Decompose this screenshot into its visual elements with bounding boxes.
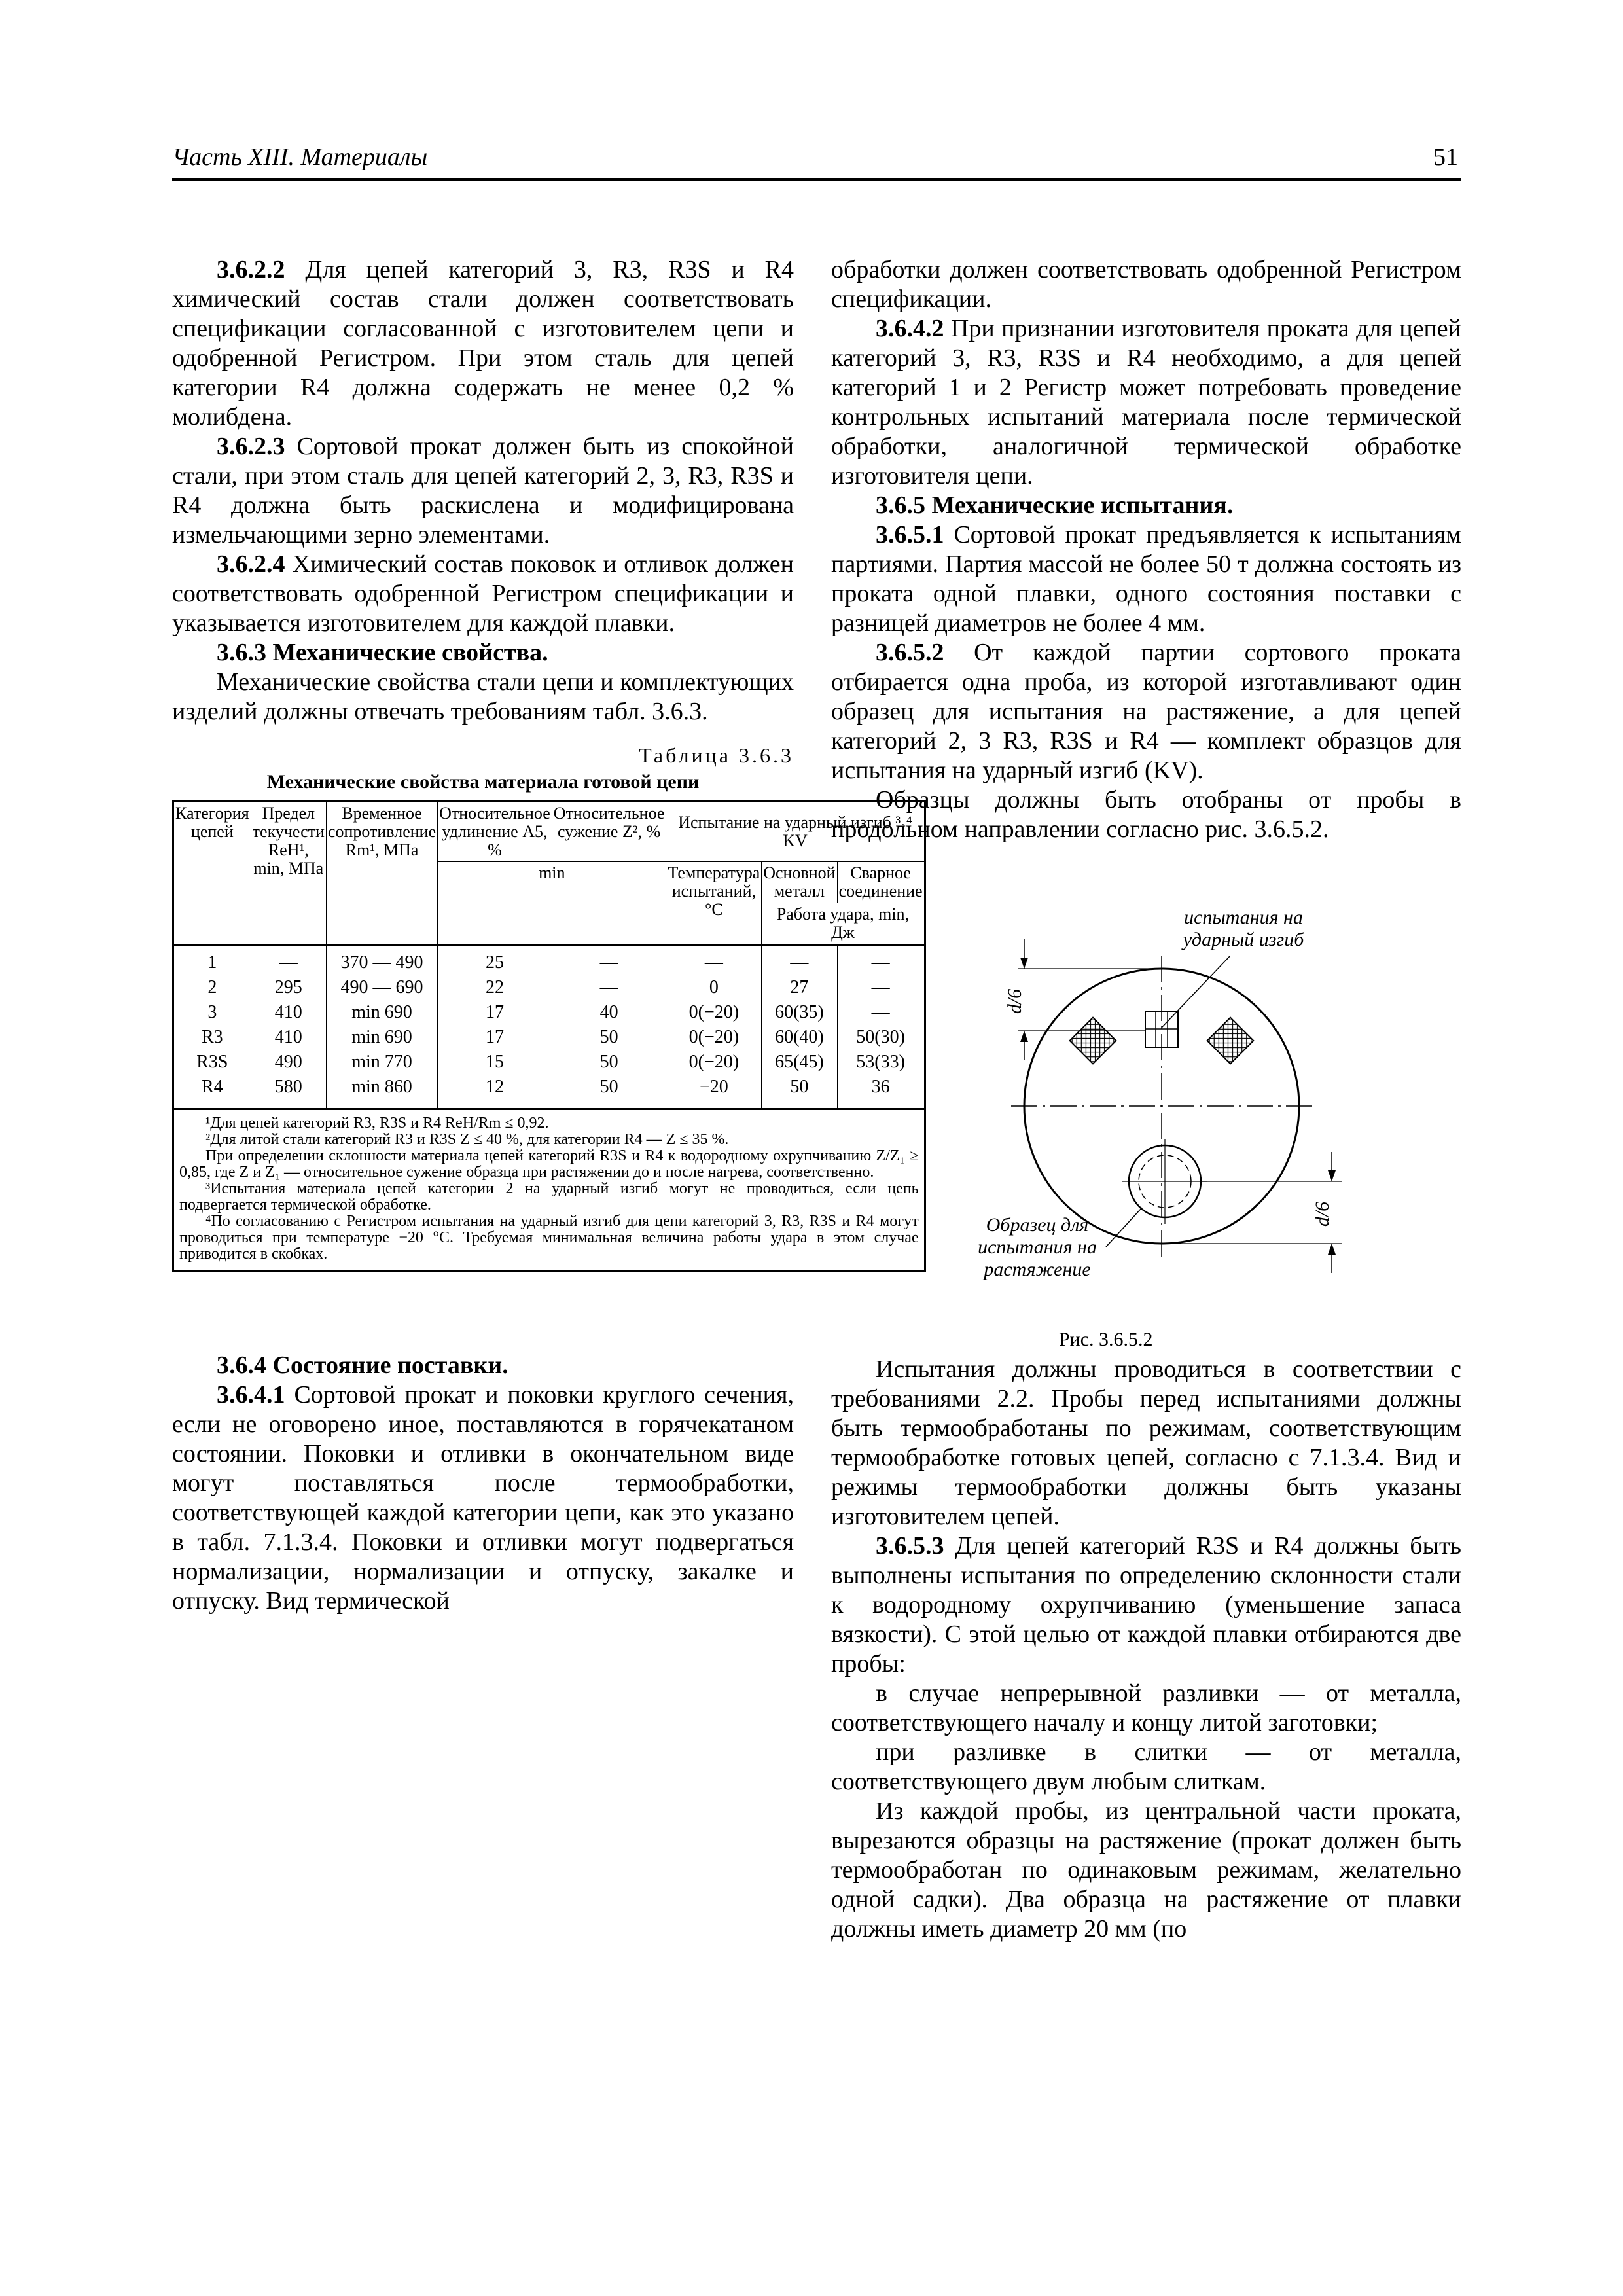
cell-temp: 0(−20) [666, 1000, 762, 1025]
impact-specimen-right [1207, 1018, 1254, 1064]
cell-temp: — [666, 945, 762, 976]
cell-temp: −20 [666, 1075, 762, 1109]
cell-reduction: 50 [552, 1050, 666, 1075]
table-caption: Таблица 3.6.3 [639, 744, 794, 767]
impact-specimen-left [1070, 1018, 1116, 1064]
paragraph-3-6-2-2: 3.6.2.2 Для цепей категорий 3, R3, R3S и R4 химический состав стали должен соответствовать спецификации согласованной с изготовителем цепи и одобренной Регистром. При этом сталь для цепей категории R4 должна содержать не менее 0,2 % молибдена. [172, 256, 794, 431]
cell-elongation: 17 [438, 1000, 552, 1025]
paragraph-3-6-5-1: 3.6.5.1 Сортовой прокат предъявляется к испытаниям партиями. Партия массой не более 50 т должна состоять из проката одной плавки, одного состояния поставки с разницей диаметров не более 4 мм. [831, 521, 1461, 637]
header-rule [172, 178, 1461, 181]
header-base: Основной металл [762, 862, 837, 903]
cell-yield: 410 [251, 1025, 326, 1050]
page-header-title: Часть XIII. Материалы [172, 143, 428, 171]
table-row [173, 1075, 925, 1109]
cell-base: — [762, 945, 837, 976]
table-note: ¹Для цепей категорий R3, R3S и R4 ReH/Rm ≤ 0,92. [205, 1115, 549, 1132]
cell-reduction: 40 [552, 1000, 666, 1025]
header-category: Категория цепей [173, 802, 251, 945]
cell-elongation: 25 [438, 945, 552, 976]
table-row [173, 1000, 925, 1025]
cell-weld: 36 [837, 1075, 925, 1109]
table-row [173, 1025, 925, 1050]
cell-reduction: — [552, 945, 666, 976]
cell-base: 50 [762, 1075, 837, 1109]
cell-tensile: min 770 [326, 1050, 437, 1075]
cell-tensile: 370 — 490 [326, 945, 437, 976]
paragraph-3-6-2-4: 3.6.2.4 Химический состав поковок и отливок должен соответствовать одобренной Регистром спецификации и указывается изготовителем для каждой плавки. [172, 550, 794, 637]
cell-base: 27 [762, 975, 837, 1000]
paragraph-mech-props: Механические свойства стали цепи и комплектующих изделий должны отвечать требованиям табл. 3.6.3. [172, 668, 794, 725]
cell-elongation: 12 [438, 1075, 552, 1109]
cell-weld: — [837, 975, 925, 1000]
cell-elongation: 15 [438, 1050, 552, 1075]
cell-base: 60(35) [762, 1000, 837, 1025]
cell-temp: 0(−20) [666, 1050, 762, 1075]
cell-temp: 0(−20) [666, 1025, 762, 1050]
left-column [172, 255, 923, 1616]
header-elongation: Относительное удлинение A5, % [438, 802, 552, 862]
cell-yield: — [251, 945, 326, 976]
cell-weld: 50(30) [837, 1025, 925, 1050]
header-impact: Испытание на ударный изгиб ³˒⁴ KV [666, 802, 925, 862]
table-title: Механические свойства материала готовой цепи [266, 771, 700, 793]
cell-category: R4 [173, 1075, 251, 1109]
header-tensile: Временное сопротивление Rm¹, МПа [326, 802, 437, 945]
cell-tensile: min 690 [326, 1025, 437, 1050]
cell-weld: — [837, 945, 925, 976]
paragraph-3-6-4-1: 3.6.4.1 Сортовой прокат и поковки круглого сечения, если не оговорено иное, поставляются в горячекатаном состоянии. Поковки и отливки в окончательном виде могут поставляться после термообработки, соответствующей каждой категории цепи, как это указано в табл. 7.1.3.4. Поковки и отливки могут подвергаться нормализации, нормализации и отпуску, закалке и отпуску. Вид термической [172, 1381, 794, 1615]
cell-tensile: min 690 [326, 1000, 437, 1025]
cell-weld: 53(33) [837, 1050, 925, 1075]
label-impact-specimen: испытания на ударный изгиб [1183, 906, 1304, 950]
table-note: ²Для литой стали категорий R3 и R3S Z ≤ 40 %, для категории R4 — Z ≤ 35 %. [205, 1131, 729, 1148]
table-note: ³Испытания материала цепей категории 2 на ударный изгиб могут не проводиться, если цепь подвергается термической обработке. [179, 1180, 919, 1213]
header-work: Работа удара, min, Дж [762, 903, 925, 945]
table-row [173, 1050, 925, 1075]
cell-base: 65(45) [762, 1050, 837, 1075]
table-note: При определении склонности материала цепей категорий R3S и R4 к водородному охрупчиванию Z/Z₁ ≥ 0,85, где Z и Z₁ — относительное сужение образца при растяжении до и после нагрева, соответственно. [179, 1147, 919, 1181]
cell-reduction: 50 [552, 1025, 666, 1050]
mechanical-properties-table [172, 800, 926, 1272]
table-notes [173, 1109, 925, 1272]
cell-elongation: 22 [438, 975, 552, 1000]
paragraph-3-6-2-3: 3.6.2.3 Сортовой прокат должен быть из спокойной стали, при этом сталь для цепей категорий 2, 3, R3, R3S и R4 должна быть раскислена и модифицирована измельчающими зерно элементами. [172, 433, 794, 548]
heading-3-6-3: 3.6.3 Механические свойства. [217, 639, 548, 666]
cell-yield: 580 [251, 1075, 326, 1109]
cell-temp: 0 [666, 975, 762, 1000]
cell-category: R3 [173, 1025, 251, 1050]
cell-category: R3S [173, 1050, 251, 1075]
paragraph-3-6-4-2: 3.6.4.2 При признании изготовителя проката для цепей категорий 3, R3, R3S и R4 необходимо, а для цепей категорий 1 и 2 Регистр может потребовать проведение контрольных испытаний материала после термической обработки, аналогичной термической обработке изготовителя цепи. [831, 315, 1461, 490]
cell-yield: 490 [251, 1050, 326, 1075]
figure-caption: Рис. 3.6.5.2 [1059, 1329, 1153, 1350]
table-row [173, 975, 925, 1000]
cell-reduction: 50 [552, 1075, 666, 1109]
paragraph-3-6-5-2: 3.6.5.2 От каждой партии сортового проката отбирается одна проба, из которой изготавливают один образец для испытания на растяжение, а для цепей категорий 2, 3 R3, R3S и R4 — комплект образцов для испытания на ударный изгиб (KV). [831, 639, 1461, 784]
cell-category: 1 [173, 945, 251, 976]
dim-label-right: d/6 [1311, 1201, 1334, 1227]
heading-3-6-5: 3.6.5 Механические испытания. [876, 492, 1234, 519]
label-tensile-specimen: Образец для испытания на растяжение [978, 1214, 1097, 1280]
cell-reduction: — [552, 975, 666, 1000]
cell-tensile: 490 — 690 [326, 975, 437, 1000]
paragraph-3-6-5-3: 3.6.5.3 Для цепей категорий R3S и R4 должны быть выполнены испытания по определению склонности стали к водородному охрупчиванию (уменьшение запаса вязкости). С этой целью от каждой плавки отбираются две пробы: [831, 1532, 1461, 1677]
paragraph-continuation: обработки должен соответствовать одобренной Регистром спецификации. [831, 256, 1461, 313]
table-note: ⁴По согласованию с Регистром испытания на ударный изгиб для цепи категорий 3, R3, R3S и R4 могут проводиться при температуре −20 °C. Требуемая минимальная величина работы удара в этом случае приводится в скобках. [179, 1213, 919, 1263]
paragraph-testing: Испытания должны проводиться в соответствии с требованиями 2.2. Пробы перед испытаниями должны быть термообработаны по режимам, соответствующим термообработке готовых цепей, согласно с 7.1.3.4. Вид и режимы термообработки должны быть указаны изготовителем цепей. [831, 1355, 1461, 1530]
table-notes-row [173, 1109, 925, 1272]
paragraph-specimens: Из каждой пробы, из центральной части проката, вырезаются образцы на растяжение (прокат должен быть термообработан по одинаковым режимам, желательно одной садки). Два образца на растяжение от плавки должны иметь диаметр 20 мм (по [831, 1797, 1461, 1943]
heading-3-6-4: 3.6.4 Состояние поставки. [217, 1352, 508, 1379]
header-temp: Температура испытаний, °C [666, 862, 762, 945]
paragraph-samples: Образцы должны быть отобраны от пробы в продольном направлении согласно рис. 3.6.5.2. [831, 786, 1461, 843]
cell-weld: — [837, 1000, 925, 1025]
cell-yield: 295 [251, 975, 326, 1000]
header-yield: Предел текучести ReH¹, min, МПа [251, 802, 326, 945]
header-min: min [438, 862, 666, 945]
table-header-row [173, 802, 925, 862]
cell-tensile: min 860 [326, 1075, 437, 1109]
cell-elongation: 17 [438, 1025, 552, 1050]
page-number: 51 [1433, 143, 1458, 171]
header-weld: Сварное соединение [837, 862, 925, 903]
figure-specimen-location [955, 906, 1361, 1332]
dim-label-left: d/6 [1004, 988, 1026, 1014]
cell-category: 2 [173, 975, 251, 1000]
cell-base: 60(40) [762, 1025, 837, 1050]
paragraph-ingots: при разливке в слитки — от металла, соответствующего двум любым слиткам. [831, 1738, 1461, 1795]
paragraph-continuous-casting: в случае непрерывной разливки — от металла, соответствующего началу и концу литой заготовки; [831, 1679, 1461, 1736]
header-reduction: Относительное сужение Z², % [552, 802, 666, 862]
table-row [173, 945, 925, 976]
cell-yield: 410 [251, 1000, 326, 1025]
cell-category: 3 [173, 1000, 251, 1025]
